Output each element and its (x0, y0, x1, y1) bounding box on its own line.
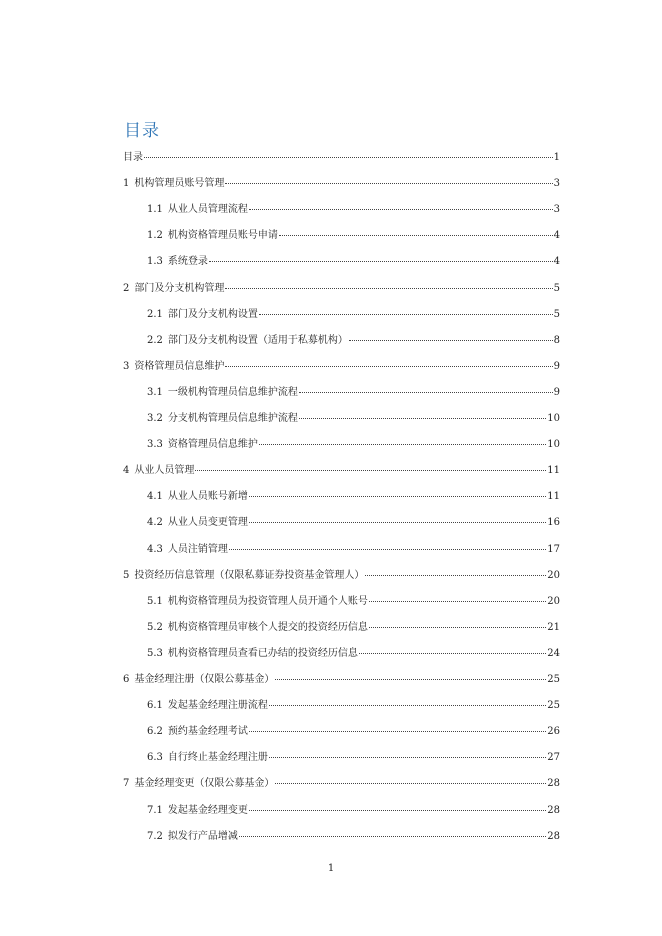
toc-entry-title: 目录 (123, 152, 143, 163)
toc-entry-page-number: 10 (547, 413, 560, 424)
toc-dot-leader (269, 704, 546, 706)
toc-entry-page-number: 4 (553, 230, 560, 242)
toc-entry-number: 1.1 (147, 204, 163, 216)
toc-dot-leader (249, 730, 546, 732)
footer-page-number: 1 (327, 863, 335, 874)
toc-entry-page-number: 1 (553, 152, 560, 163)
toc-entry-number: 7.1 (147, 804, 163, 816)
toc-dot-leader (249, 495, 546, 497)
toc-entry-number: 5.1 (147, 595, 163, 607)
toc-entry-title: 预约基金经理考试 (167, 726, 248, 738)
toc-entry-title: 部门及分支机构设置 (167, 308, 258, 320)
toc-dot-leader (275, 782, 546, 784)
toc-entry-number: 3.3 (147, 439, 163, 451)
toc-section-entry[interactable] (147, 724, 560, 740)
toc-chapter-entry[interactable] (123, 776, 560, 792)
toc-entry-number: 5 (123, 569, 130, 581)
toc-section-entry[interactable] (147, 489, 560, 505)
toc-entry-title: 机构管理员账号管理 (134, 178, 225, 190)
toc-entry-contents[interactable] (123, 150, 560, 166)
toc-section-entry[interactable] (147, 750, 560, 766)
toc-entry-number: 1 (123, 178, 130, 190)
toc-entry-title: 基金经理变更（仅限公募基金） (134, 778, 275, 790)
toc-entry-title: 自行终止基金经理注册 (167, 752, 268, 764)
toc-entry-number: 1.3 (147, 256, 163, 268)
toc-entry-page-number: 27 (547, 752, 560, 764)
toc-entry-title: 部门及分支机构设置（适用于私募机构） (167, 334, 348, 346)
toc-chapter-entry[interactable] (123, 463, 560, 479)
toc-dot-leader (144, 156, 553, 158)
toc-section-entry[interactable] (147, 803, 560, 819)
toc-dot-leader (299, 417, 546, 419)
toc-entry-number: 7 (123, 778, 130, 790)
toc-dot-leader (249, 521, 546, 523)
toc-entry-number: 5.2 (147, 621, 163, 633)
toc-entry-title: 资格管理员信息维护 (134, 360, 225, 372)
toc-dot-leader (275, 678, 546, 680)
toc-entry-page-number: 25 (547, 674, 560, 685)
toc-chapter-entry[interactable] (123, 176, 560, 192)
toc-entry-number: 2 (123, 282, 130, 294)
toc-dot-leader (239, 835, 546, 837)
toc-entry-title: 人员注销管理 (167, 543, 228, 555)
toc-section-entry[interactable] (147, 333, 560, 349)
toc-dot-leader (225, 182, 552, 184)
toc-entry-number: 5.3 (147, 647, 163, 659)
toc-entry-page-number: 3 (553, 178, 560, 190)
toc-entry-number: 6 (123, 674, 130, 685)
toc-section-entry[interactable] (147, 411, 560, 427)
toc-dot-leader (369, 600, 546, 602)
toc-section-entry[interactable] (147, 228, 560, 244)
toc-entry-number: 7.2 (147, 830, 163, 842)
toc-section-entry[interactable] (147, 698, 560, 714)
toc-section-entry[interactable] (147, 620, 560, 636)
toc-dot-leader (365, 574, 546, 576)
toc-dot-leader (369, 626, 546, 628)
toc-dot-leader (279, 234, 553, 236)
toc-dot-leader (195, 469, 546, 471)
toc-section-entry[interactable] (147, 594, 560, 610)
toc-entry-number: 3.2 (147, 413, 163, 424)
toc-chapter-entry[interactable] (123, 672, 560, 688)
toc-entry-page-number: 20 (547, 569, 560, 581)
toc-entry-page-number: 17 (547, 543, 560, 555)
toc-dot-leader (269, 756, 546, 758)
toc-section-entry[interactable] (147, 437, 560, 453)
toc-entry-page-number: 28 (547, 830, 560, 842)
toc-entry-page-number: 9 (553, 386, 560, 398)
toc-entry-page-number: 21 (547, 621, 560, 633)
toc-entry-page-number: 20 (547, 595, 560, 607)
toc-entry-title: 机构资格管理员为投资管理人员开通个人账号 (167, 595, 368, 607)
toc-entry-page-number: 9 (553, 360, 560, 372)
toc-entry-page-number: 10 (547, 439, 560, 451)
toc-heading: 目录 (124, 121, 160, 141)
toc-dot-leader (259, 313, 553, 315)
toc-entry-title: 部门及分支机构管理 (134, 282, 225, 294)
toc-section-entry[interactable] (147, 515, 560, 531)
toc-dot-leader (225, 365, 552, 367)
toc-entry-number: 6.2 (147, 726, 163, 738)
toc-section-entry[interactable] (147, 646, 560, 662)
toc-entry-title: 从业人员管理 (134, 465, 195, 477)
toc-entry-title: 系统登录 (167, 256, 208, 268)
toc-entry-number: 2.2 (147, 334, 163, 346)
toc-dot-leader (259, 443, 546, 445)
toc-dot-leader (249, 809, 546, 811)
toc-entry-number: 4 (123, 465, 130, 477)
toc-entry-title: 基金经理注册（仅限公募基金） (134, 674, 275, 685)
toc-entry-title: 一级机构管理员信息维护流程 (167, 386, 298, 398)
toc-entry-title: 拟发行产品增减 (167, 830, 238, 842)
toc-entry-page-number: 28 (547, 804, 560, 816)
toc-entry-title: 发起基金经理变更 (167, 804, 248, 816)
toc-entry-page-number: 3 (553, 204, 560, 216)
toc-dot-leader (349, 339, 553, 341)
toc-section-entry[interactable] (147, 385, 560, 401)
toc-section-entry[interactable] (147, 542, 560, 558)
toc-section-entry[interactable] (147, 307, 560, 323)
toc-entry-number: 3.1 (147, 386, 163, 398)
toc-dot-leader (359, 652, 546, 654)
toc-section-entry[interactable] (147, 254, 560, 270)
toc-entry-page-number: 11 (547, 465, 560, 477)
toc-entry-number: 4.3 (147, 543, 163, 555)
toc-entry-number: 2.1 (147, 308, 163, 320)
toc-entry-title: 机构资格管理员查看已办结的投资经历信息 (167, 647, 358, 659)
toc-entry-page-number: 4 (553, 256, 560, 268)
toc-entry-number: 4.1 (147, 491, 163, 503)
toc-entry-page-number: 24 (547, 647, 560, 659)
toc-chapter-entry[interactable] (123, 359, 560, 375)
toc-entry-title: 资格管理员信息维护 (167, 439, 258, 451)
toc-entry-page-number: 16 (547, 517, 560, 529)
toc-entry-page-number: 5 (553, 282, 560, 294)
toc-entry-page-number: 25 (547, 700, 560, 712)
toc-entry-page-number: 26 (547, 726, 560, 738)
toc-entry-number: 3 (123, 360, 130, 372)
toc-entry-number: 6.3 (147, 752, 163, 764)
toc-entry-number: 1.2 (147, 230, 163, 242)
toc-dot-leader (299, 391, 553, 393)
toc-section-entry[interactable] (147, 202, 560, 218)
toc-entry-page-number: 5 (553, 308, 560, 320)
toc-dot-leader (229, 548, 546, 550)
toc-dot-leader (249, 208, 553, 210)
toc-entry-title: 投资经历信息管理（仅限私募证券投资基金管理人） (134, 569, 365, 581)
toc-entry-title: 机构资格管理员审核个人提交的投资经历信息 (167, 621, 368, 633)
toc-dot-leader (209, 260, 553, 262)
toc-entry-title: 发起基金经理注册流程 (167, 700, 268, 712)
toc-dot-leader (225, 287, 552, 289)
toc-entry-page-number: 11 (547, 491, 560, 503)
toc-section-entry[interactable] (147, 829, 560, 845)
toc-entry-title: 从业人员账号新增 (167, 491, 248, 503)
toc-entry-title: 从业人员变更管理 (167, 517, 248, 529)
toc-entry-title: 机构资格管理员账号申请 (167, 230, 278, 242)
toc-entry-number: 6.1 (147, 700, 163, 712)
toc-entry-number: 4.2 (147, 517, 163, 529)
toc-chapter-entry[interactable] (123, 281, 560, 297)
toc-chapter-entry[interactable] (123, 568, 560, 584)
toc-entry-page-number: 28 (547, 778, 560, 790)
toc-entry-title: 分支机构管理员信息维护流程 (167, 413, 298, 424)
toc-entry-page-number: 8 (553, 334, 560, 346)
toc-entry-title: 从业人员管理流程 (167, 204, 248, 216)
